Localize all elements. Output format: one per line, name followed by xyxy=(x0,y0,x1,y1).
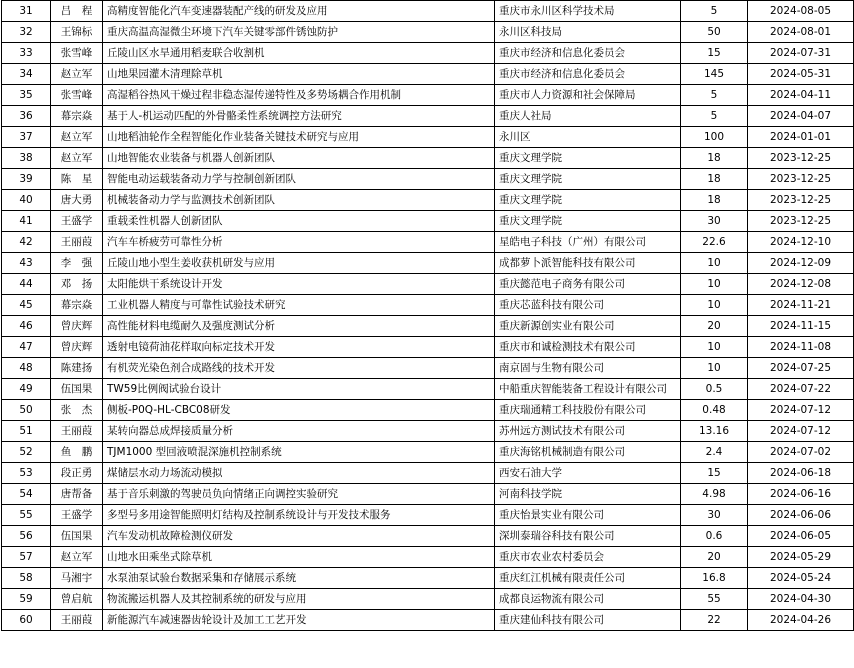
funding-unit: 星皓电子科技（广州）有限公司 xyxy=(495,232,681,253)
funding-unit: 成都良运物流有限公司 xyxy=(495,589,681,610)
leader-name: 赵立军 xyxy=(51,547,103,568)
funding-amount: 13.16 xyxy=(681,421,748,442)
funding-amount: 2.4 xyxy=(681,442,748,463)
funding-amount: 18 xyxy=(681,190,748,211)
row-number: 45 xyxy=(2,295,51,316)
project-title: 山地果园灌木清理除草机 xyxy=(103,64,495,85)
table-row xyxy=(2,463,854,484)
funding-unit: 重庆人社局 xyxy=(495,106,681,127)
table-row xyxy=(2,379,854,400)
row-number: 36 xyxy=(2,106,51,127)
table-row xyxy=(2,316,854,337)
funding-amount: 16.8 xyxy=(681,568,748,589)
leader-name: 王锦标 xyxy=(51,22,103,43)
project-title: 有机荧光染色剂合成路线的技术开发 xyxy=(103,358,495,379)
start-date: 2024-06-16 xyxy=(748,484,854,505)
funding-amount: 20 xyxy=(681,316,748,337)
row-number: 44 xyxy=(2,274,51,295)
start-date: 2024-07-12 xyxy=(748,421,854,442)
row-number: 54 xyxy=(2,484,51,505)
row-number: 53 xyxy=(2,463,51,484)
leader-name: 马湘宇 xyxy=(51,568,103,589)
project-title: 山地水田乘坐式除草机 xyxy=(103,547,495,568)
row-number: 39 xyxy=(2,169,51,190)
leader-name: 张雪峰 xyxy=(51,85,103,106)
start-date: 2023-12-25 xyxy=(748,169,854,190)
leader-name: 唐帮备 xyxy=(51,484,103,505)
start-date: 2024-06-18 xyxy=(748,463,854,484)
funding-unit: 西安石油大学 xyxy=(495,463,681,484)
funding-unit: 重庆市和诚检测技术有限公司 xyxy=(495,337,681,358)
table-row xyxy=(2,106,854,127)
project-title: 基于人-机运动匹配的外骨骼柔性系统调控方法研究 xyxy=(103,106,495,127)
table-row xyxy=(2,85,854,106)
start-date: 2024-11-21 xyxy=(748,295,854,316)
funding-unit: 重庆文理学院 xyxy=(495,211,681,232)
table-row xyxy=(2,610,854,631)
leader-name: 王丽葭 xyxy=(51,232,103,253)
table-row xyxy=(2,400,854,421)
funding-amount: 30 xyxy=(681,505,748,526)
project-title: 水泵油泵试验台数据采集和存储展示系统 xyxy=(103,568,495,589)
leader-name: 邓 扬 xyxy=(51,274,103,295)
leader-name: 幕宗焱 xyxy=(51,106,103,127)
table-row xyxy=(2,127,854,148)
funding-amount: 30 xyxy=(681,211,748,232)
funding-unit: 南京固与生物有限公司 xyxy=(495,358,681,379)
funding-unit: 重庆市经济和信息化委员会 xyxy=(495,43,681,64)
leader-name: 鱼 鹏 xyxy=(51,442,103,463)
row-number: 48 xyxy=(2,358,51,379)
funding-amount: 0.6 xyxy=(681,526,748,547)
leader-name: 曾庆辉 xyxy=(51,337,103,358)
start-date: 2024-06-06 xyxy=(748,505,854,526)
funding-unit: 苏州远方测试技术有限公司 xyxy=(495,421,681,442)
leader-name: 陈 星 xyxy=(51,169,103,190)
funding-amount: 145 xyxy=(681,64,748,85)
start-date: 2024-05-24 xyxy=(748,568,854,589)
funding-unit: 重庆怡景实业有限公司 xyxy=(495,505,681,526)
projects-table xyxy=(1,0,854,631)
row-number: 41 xyxy=(2,211,51,232)
funding-amount: 18 xyxy=(681,148,748,169)
funding-amount: 55 xyxy=(681,589,748,610)
funding-amount: 10 xyxy=(681,253,748,274)
funding-unit: 重庆市永川区科学技术局 xyxy=(495,1,681,22)
row-number: 33 xyxy=(2,43,51,64)
funding-amount: 5 xyxy=(681,1,748,22)
table-row xyxy=(2,43,854,64)
leader-name: 伍国果 xyxy=(51,526,103,547)
start-date: 2024-04-26 xyxy=(748,610,854,631)
funding-unit: 深圳泰瑞谷科技有限公司 xyxy=(495,526,681,547)
table-row xyxy=(2,358,854,379)
table-row xyxy=(2,547,854,568)
start-date: 2024-04-30 xyxy=(748,589,854,610)
funding-amount: 10 xyxy=(681,358,748,379)
funding-unit: 重庆市经济和信息化委员会 xyxy=(495,64,681,85)
start-date: 2024-07-02 xyxy=(748,442,854,463)
table-row xyxy=(2,232,854,253)
leader-name: 王盛学 xyxy=(51,505,103,526)
project-title: 山地智能农业装备与机器人创新团队 xyxy=(103,148,495,169)
start-date: 2024-07-12 xyxy=(748,400,854,421)
row-number: 59 xyxy=(2,589,51,610)
start-date: 2024-06-05 xyxy=(748,526,854,547)
project-title: 透射电镜荷油花样取向标定技术开发 xyxy=(103,337,495,358)
project-title: 重庆高温高湿微尘环境下汽车关键零部件锈蚀防护 xyxy=(103,22,495,43)
project-title: 侧板-P0Q-HL-CBC08研发 xyxy=(103,400,495,421)
start-date: 2024-07-25 xyxy=(748,358,854,379)
table-row xyxy=(2,64,854,85)
row-number: 43 xyxy=(2,253,51,274)
funding-amount: 18 xyxy=(681,169,748,190)
leader-name: 赵立军 xyxy=(51,148,103,169)
funding-unit: 中船重庆智能装备工程设计有限公司 xyxy=(495,379,681,400)
table-row xyxy=(2,589,854,610)
project-title: TJM1000 型回液喷混深施机控制系统 xyxy=(103,442,495,463)
leader-name: 唐大勇 xyxy=(51,190,103,211)
start-date: 2024-08-01 xyxy=(748,22,854,43)
funding-unit: 重庆建仙科技有限公司 xyxy=(495,610,681,631)
funding-unit: 永川区科技局 xyxy=(495,22,681,43)
project-title: TW59比例阀试验台设计 xyxy=(103,379,495,400)
leader-name: 赵立军 xyxy=(51,127,103,148)
funding-amount: 100 xyxy=(681,127,748,148)
row-number: 58 xyxy=(2,568,51,589)
leader-name: 李 强 xyxy=(51,253,103,274)
funding-unit: 重庆文理学院 xyxy=(495,148,681,169)
table-row xyxy=(2,211,854,232)
table-row xyxy=(2,484,854,505)
funding-amount: 20 xyxy=(681,547,748,568)
leader-name: 曾庆辉 xyxy=(51,316,103,337)
start-date: 2024-07-22 xyxy=(748,379,854,400)
row-number: 49 xyxy=(2,379,51,400)
table-row xyxy=(2,253,854,274)
leader-name: 王丽葭 xyxy=(51,610,103,631)
row-number: 52 xyxy=(2,442,51,463)
start-date: 2024-08-05 xyxy=(748,1,854,22)
project-title: 基于音乐刺激的驾驶员负向情绪正向调控实验研究 xyxy=(103,484,495,505)
start-date: 2024-04-11 xyxy=(748,85,854,106)
funding-amount: 15 xyxy=(681,463,748,484)
table-row xyxy=(2,568,854,589)
funding-amount: 22 xyxy=(681,610,748,631)
project-title: 煤储层水动力场流动模拟 xyxy=(103,463,495,484)
funding-unit: 重庆芯蓝科技有限公司 xyxy=(495,295,681,316)
row-number: 34 xyxy=(2,64,51,85)
funding-unit: 重庆懿范电子商务有限公司 xyxy=(495,274,681,295)
row-number: 42 xyxy=(2,232,51,253)
start-date: 2024-11-08 xyxy=(748,337,854,358)
funding-unit: 重庆海铭机械制造有限公司 xyxy=(495,442,681,463)
funding-amount: 10 xyxy=(681,295,748,316)
leader-name: 王丽葭 xyxy=(51,421,103,442)
table-row xyxy=(2,295,854,316)
start-date: 2024-07-31 xyxy=(748,43,854,64)
funding-amount: 0.48 xyxy=(681,400,748,421)
row-number: 46 xyxy=(2,316,51,337)
row-number: 47 xyxy=(2,337,51,358)
funding-unit: 永川区 xyxy=(495,127,681,148)
funding-unit: 重庆文理学院 xyxy=(495,190,681,211)
row-number: 57 xyxy=(2,547,51,568)
start-date: 2024-05-29 xyxy=(748,547,854,568)
table-row xyxy=(2,1,854,22)
project-title: 高精度智能化汽车变速器装配产线的研发及应用 xyxy=(103,1,495,22)
table-row xyxy=(2,169,854,190)
leader-name: 吕 程 xyxy=(51,1,103,22)
project-title: 智能电动运载装备动力学与控制创新团队 xyxy=(103,169,495,190)
row-number: 40 xyxy=(2,190,51,211)
project-title: 汽车发动机故障检测仪研发 xyxy=(103,526,495,547)
start-date: 2023-12-25 xyxy=(748,190,854,211)
funding-unit: 重庆文理学院 xyxy=(495,169,681,190)
table-row xyxy=(2,274,854,295)
row-number: 55 xyxy=(2,505,51,526)
project-title: 高湿稻谷热风干燥过程非稳态湿传递特性及多势场耦合作用机制 xyxy=(103,85,495,106)
funding-amount: 22.6 xyxy=(681,232,748,253)
table-row xyxy=(2,190,854,211)
project-title: 重载柔性机器人创新团队 xyxy=(103,211,495,232)
row-number: 35 xyxy=(2,85,51,106)
project-title: 丘陵山区水旱通用稻麦联合收割机 xyxy=(103,43,495,64)
leader-name: 张雪峰 xyxy=(51,43,103,64)
funding-amount: 10 xyxy=(681,274,748,295)
project-title: 太阳能烘干系统设计开发 xyxy=(103,274,495,295)
start-date: 2024-01-01 xyxy=(748,127,854,148)
start-date: 2024-11-15 xyxy=(748,316,854,337)
table-row xyxy=(2,148,854,169)
start-date: 2024-04-07 xyxy=(748,106,854,127)
row-number: 56 xyxy=(2,526,51,547)
leader-name: 伍国果 xyxy=(51,379,103,400)
leader-name: 幕宗焱 xyxy=(51,295,103,316)
funding-unit: 重庆红江机械有限责任公司 xyxy=(495,568,681,589)
funding-amount: 10 xyxy=(681,337,748,358)
table-row xyxy=(2,337,854,358)
start-date: 2024-12-09 xyxy=(748,253,854,274)
project-title: 丘陵山地小型生姜收获机研发与应用 xyxy=(103,253,495,274)
row-number: 31 xyxy=(2,1,51,22)
project-title: 高性能材料电缆耐久及强度测试分析 xyxy=(103,316,495,337)
project-title: 某转向器总成焊接质量分析 xyxy=(103,421,495,442)
leader-name: 赵立军 xyxy=(51,64,103,85)
row-number: 32 xyxy=(2,22,51,43)
project-title: 物流搬运机器人及其控制系统的研发与应用 xyxy=(103,589,495,610)
project-title: 多型号多用途智能照明灯结构及控制系统设计与开发技术服务 xyxy=(103,505,495,526)
funding-amount: 4.98 xyxy=(681,484,748,505)
start-date: 2024-12-10 xyxy=(748,232,854,253)
funding-amount: 15 xyxy=(681,43,748,64)
row-number: 60 xyxy=(2,610,51,631)
project-title: 汽车车桥疲劳可靠性分析 xyxy=(103,232,495,253)
funding-unit: 重庆新源创实业有限公司 xyxy=(495,316,681,337)
table-row xyxy=(2,442,854,463)
row-number: 51 xyxy=(2,421,51,442)
row-number: 38 xyxy=(2,148,51,169)
leader-name: 曾启航 xyxy=(51,589,103,610)
projects-table-body xyxy=(2,1,854,631)
project-title: 山地稻油轮作全程智能化作业装备关键技术研究与应用 xyxy=(103,127,495,148)
table-row xyxy=(2,505,854,526)
start-date: 2023-12-25 xyxy=(748,211,854,232)
start-date: 2023-12-25 xyxy=(748,148,854,169)
row-number: 37 xyxy=(2,127,51,148)
leader-name: 王盛学 xyxy=(51,211,103,232)
funding-unit: 重庆瑞通精工科技股份有限公司 xyxy=(495,400,681,421)
leader-name: 段正勇 xyxy=(51,463,103,484)
table-row xyxy=(2,22,854,43)
project-title: 工业机器人精度与可靠性试验技术研究 xyxy=(103,295,495,316)
row-number: 50 xyxy=(2,400,51,421)
start-date: 2024-12-08 xyxy=(748,274,854,295)
funding-unit: 成都萝卜派智能科技有限公司 xyxy=(495,253,681,274)
table-row xyxy=(2,526,854,547)
project-title: 新能源汽车减速器齿轮设计及加工工艺开发 xyxy=(103,610,495,631)
funding-amount: 50 xyxy=(681,22,748,43)
funding-amount: 5 xyxy=(681,85,748,106)
start-date: 2024-05-31 xyxy=(748,64,854,85)
funding-amount: 5 xyxy=(681,106,748,127)
leader-name: 陈建扬 xyxy=(51,358,103,379)
project-title: 机械装备动力学与监测技术创新团队 xyxy=(103,190,495,211)
funding-unit: 重庆市农业农村委员会 xyxy=(495,547,681,568)
leader-name: 张 杰 xyxy=(51,400,103,421)
funding-unit: 河南科技学院 xyxy=(495,484,681,505)
funding-amount: 0.5 xyxy=(681,379,748,400)
funding-unit: 重庆市人力资源和社会保障局 xyxy=(495,85,681,106)
table-row xyxy=(2,421,854,442)
